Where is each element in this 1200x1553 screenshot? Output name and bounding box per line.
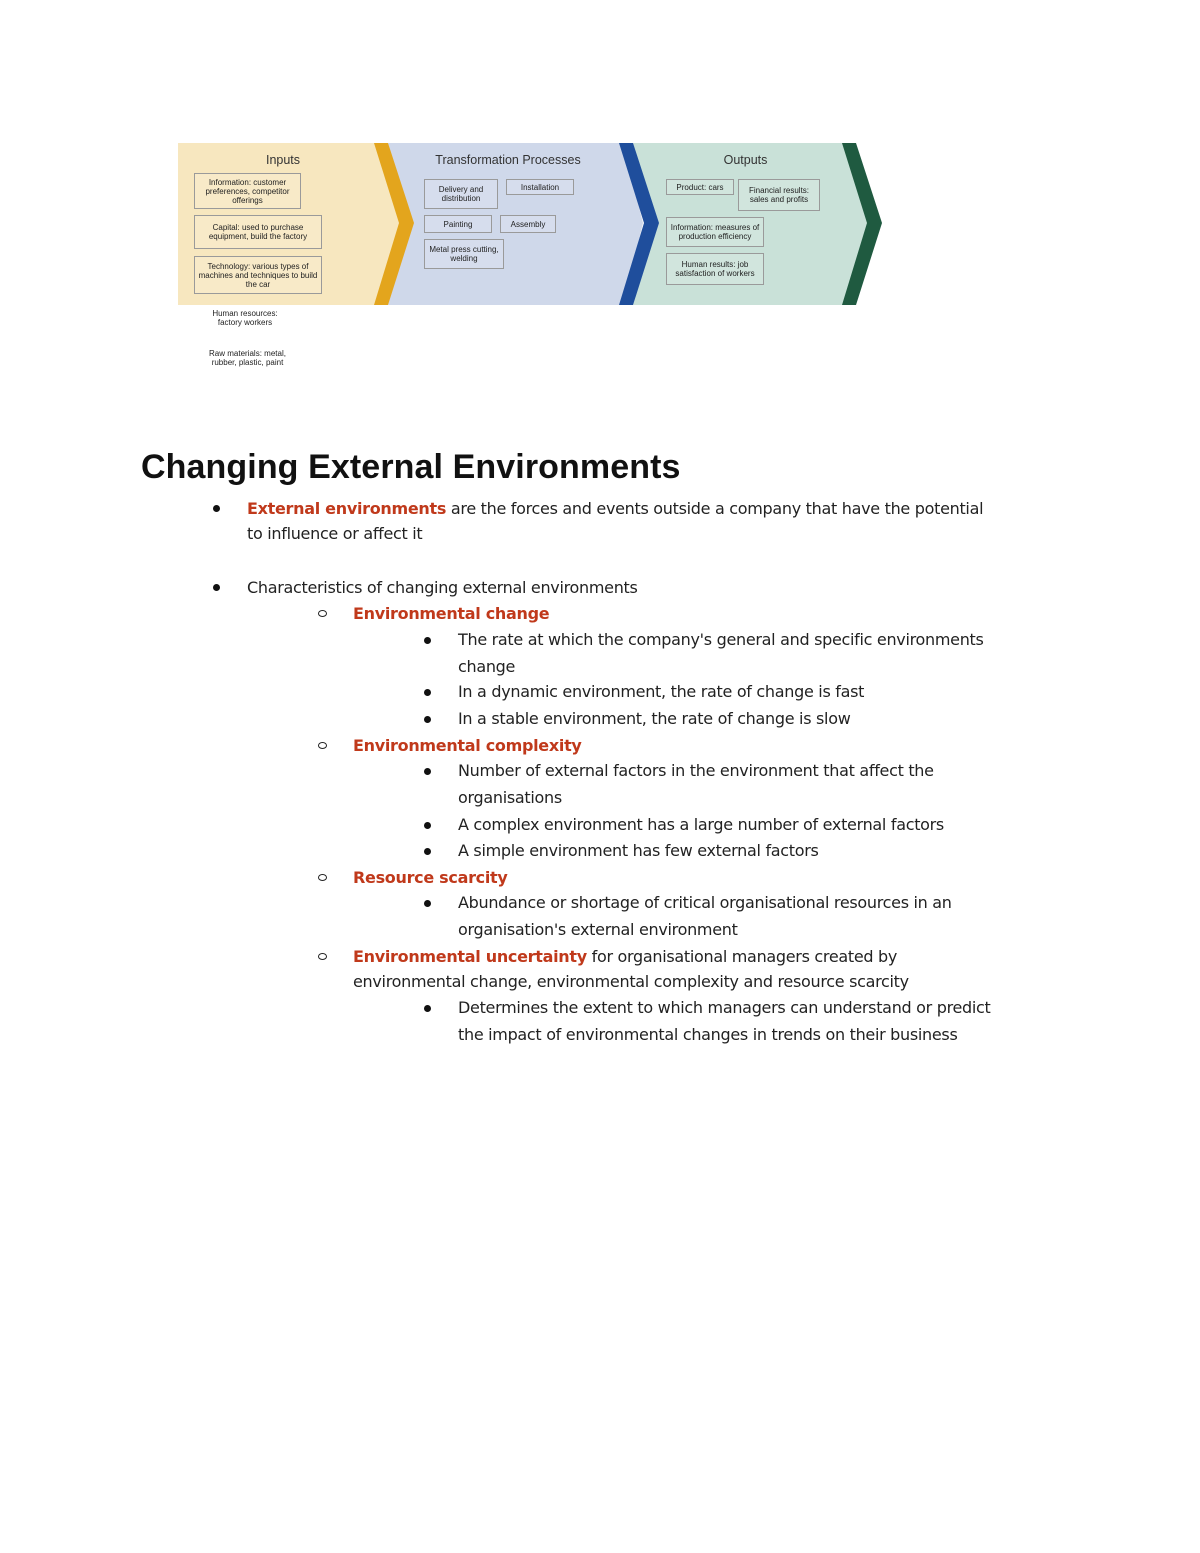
env-complexity-point-3: A simple environment has few external factors bbox=[458, 841, 819, 860]
process-box-delivery: Delivery and distribution bbox=[424, 179, 498, 209]
env-complexity-point-1-line2: organisations bbox=[458, 788, 562, 807]
bullet-2-text: Characteristics of changing external environments bbox=[247, 578, 638, 597]
bullet-1-text-line2: to influence or affect it bbox=[247, 524, 423, 543]
term-environmental-change: Environmental change bbox=[353, 604, 550, 623]
inputs-transformation-outputs-diagram bbox=[178, 143, 888, 373]
output-box-information: Information: measures of production efficiency bbox=[666, 217, 764, 247]
input-box-technology: Technology: various types of machines and techniques to build the car bbox=[194, 256, 322, 294]
process-box-installation: Installation bbox=[506, 179, 574, 195]
process-box-painting: Painting bbox=[424, 215, 492, 233]
env-uncertainty-text: Environmental uncertainty for organisational managers created by bbox=[353, 947, 898, 966]
outputs-title: Outputs bbox=[723, 153, 768, 167]
env-uncertainty-text-line2: environmental change, environmental complexity and resource scarcity bbox=[353, 972, 909, 991]
input-text-human-resources: Human resources: factory workers bbox=[212, 309, 278, 327]
sub-sub-bullet-3a bbox=[424, 900, 431, 907]
env-complexity-point-2: A complex environment has a large number of external factors bbox=[458, 815, 944, 834]
transform-title: Transformation Processes bbox=[435, 153, 581, 167]
env-change-point-1: The rate at which the company's general and specific environments bbox=[458, 630, 984, 649]
sub-sub-bullet-1c bbox=[424, 716, 431, 723]
process-box-assembly: Assembly bbox=[500, 215, 556, 233]
input-text-raw-materials: Raw materials: metal, rubber, plastic, paint bbox=[209, 349, 286, 367]
bullet-2 bbox=[213, 584, 220, 591]
output-box-financial: Financial results: sales and profits bbox=[738, 179, 820, 211]
sub-sub-bullet-1a bbox=[424, 637, 431, 644]
sub-sub-bullet-2a bbox=[424, 768, 431, 775]
env-uncertainty-point-1: Determines the extent to which managers can understand or predict bbox=[458, 998, 991, 1017]
resource-scarcity-point-1: Abundance or shortage of critical organisational resources in an bbox=[458, 893, 952, 912]
env-complexity-point-1: Number of external factors in the environment that affect the bbox=[458, 761, 934, 780]
term-environmental-complexity: Environmental complexity bbox=[353, 736, 582, 755]
sub-bullet-4 bbox=[318, 953, 327, 960]
term-external-environments: External environments bbox=[247, 499, 447, 518]
env-change-point-3: In a stable environment, the rate of change is slow bbox=[458, 709, 851, 728]
env-change-point-1-line2: change bbox=[458, 657, 516, 676]
input-box-information: Information: customer preferences, competitor offerings bbox=[194, 173, 301, 209]
resource-scarcity-point-1-line2: organisation's external environment bbox=[458, 920, 738, 939]
input-box-capital: Capital: used to purchase equipment, build the factory bbox=[194, 215, 322, 249]
sub-bullet-2 bbox=[318, 742, 327, 749]
sub-sub-bullet-2b bbox=[424, 822, 431, 829]
output-box-human-results: Human results: job satisfaction of workers bbox=[666, 253, 764, 285]
section-title: Changing External Environments bbox=[141, 448, 681, 486]
env-change-point-2: In a dynamic environment, the rate of change is fast bbox=[458, 682, 865, 701]
sub-bullet-3 bbox=[318, 874, 327, 881]
inputs-title: Inputs bbox=[265, 153, 301, 167]
sub-bullet-1 bbox=[318, 610, 327, 617]
term-environmental-uncertainty: Environmental uncertainty bbox=[353, 947, 587, 966]
output-box-product: Product: cars bbox=[666, 179, 734, 195]
term-resource-scarcity: Resource scarcity bbox=[353, 868, 508, 887]
env-uncertainty-point-1-line2: the impact of environmental changes in trends on their business bbox=[458, 1025, 958, 1044]
process-box-metal-press: Metal press cutting, welding bbox=[424, 239, 504, 269]
sub-sub-bullet-2c bbox=[424, 848, 431, 855]
sub-sub-bullet-1b bbox=[424, 689, 431, 696]
sub-sub-bullet-4a bbox=[424, 1005, 431, 1012]
bullet-1 bbox=[213, 505, 220, 512]
bullet-1-text: External environments are the forces and events outside a company that have the potential bbox=[247, 499, 984, 518]
